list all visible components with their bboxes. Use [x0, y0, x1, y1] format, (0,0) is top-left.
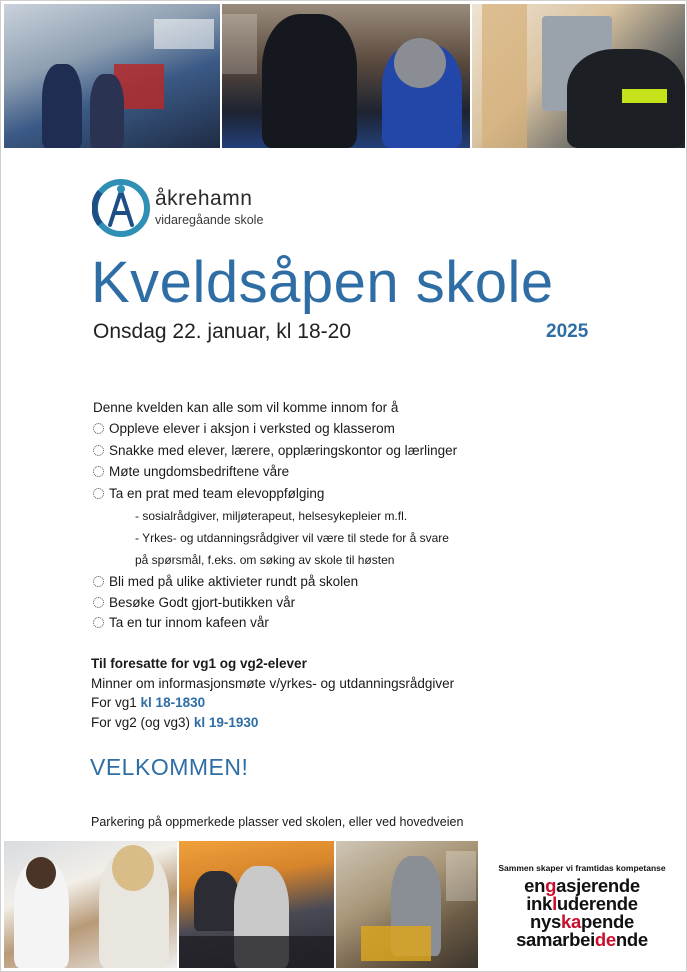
slogan-heading: Sammen skaper vi framtidas kompetanse [498, 863, 666, 873]
slogan-word: inkluderende [526, 893, 638, 914]
photo-student-electrical-panel [472, 4, 685, 148]
event-title: Kveldsåpen skole [91, 250, 554, 315]
top-photo-strip [4, 4, 685, 148]
slogan-word: engasjerende [524, 875, 640, 896]
photo-student-mitre-saw [336, 841, 478, 968]
bottom-photo-strip [4, 841, 478, 968]
list-item: Ta en tur innom kafeen vår [93, 613, 358, 634]
vg2-time: kl 19-1930 [193, 714, 259, 730]
dotted-circle-bullet-icon [93, 488, 104, 499]
vg2-line: For vg2 (og vg3) kl 19-1930 [91, 714, 259, 730]
activity-list-more [93, 572, 358, 634]
dotted-circle-bullet-icon [93, 445, 104, 456]
parents-heading: Til foresatte for vg1 og vg2-elever [91, 656, 307, 671]
parents-info [91, 654, 454, 732]
slogan-block [481, 863, 683, 949]
team-detail-line: - sosialrådgiver, miljøterapeut, helsesykepleier m.fl. [135, 509, 408, 523]
list-item: Bli med på ulike aktivieter rundt på skolen [93, 572, 358, 593]
list-item: Ta en prat med team elevoppfølging [93, 483, 513, 505]
logo-school-subtitle: vidaregåande skole [155, 213, 264, 227]
photo-students-tools [222, 4, 470, 148]
team-detail-line: - Yrkes- og utdanningsrådgiver vil være til stede for å svare [135, 531, 449, 545]
dotted-circle-bullet-icon [93, 423, 104, 434]
list-item: Oppleve elever i aksjon i verksted og klasserom [93, 418, 513, 440]
photo-students-workshop-machine [4, 4, 220, 148]
logo-school-name: åkrehamn [155, 187, 253, 210]
vg1-time: kl 18-1830 [140, 695, 206, 711]
team-detail-line: på spørsmål, f.eks. om søking av skole til høsten [135, 553, 395, 567]
dotted-circle-bullet-icon [93, 617, 104, 628]
intro-text: Denne kvelden kan alle som vil komme innom for å [93, 400, 399, 415]
list-item: Besøke Godt gjort-butikken vår [93, 593, 358, 614]
slogan-word: nyskapende [530, 911, 634, 932]
photo-students-classroom [179, 841, 333, 968]
slogan-word: samarbeidende [516, 929, 648, 950]
parents-text: Minner om informasjonsmøte v/yrkes- og utdanningsrådgiver [91, 675, 455, 691]
dotted-circle-bullet-icon [93, 576, 104, 587]
vg1-line: For vg1 kl 18-1830 [91, 695, 206, 711]
event-date: Onsdag 22. januar, kl 18-20 [93, 320, 352, 343]
list-item: Snakke med elever, lærere, opplæringskontor og lærlinger [93, 440, 513, 462]
event-year: 2025 [546, 321, 589, 342]
dotted-circle-bullet-icon [93, 466, 104, 477]
list-item: Møte ungdomsbedriftene våre [93, 461, 513, 483]
welcome-text: VELKOMMEN! [90, 754, 249, 780]
parking-info: Parkering på oppmerkede plasser ved skolen, eller ved hovedveien [91, 815, 464, 829]
activity-list [93, 418, 513, 505]
photo-students-lab [4, 841, 177, 968]
compass-a-logo-icon [92, 179, 150, 237]
dotted-circle-bullet-icon [93, 597, 104, 608]
